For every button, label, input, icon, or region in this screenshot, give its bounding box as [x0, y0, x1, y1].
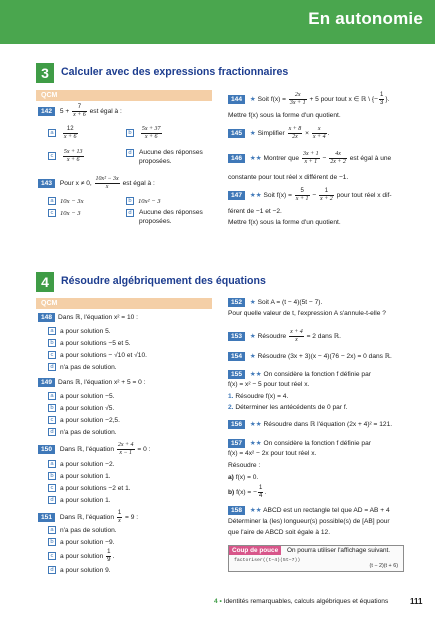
text: + 5 pour tout x ∈ ℝ \ {−	[309, 95, 378, 103]
denominator: x + 1	[295, 195, 309, 202]
numerator: 1	[107, 549, 111, 555]
denominator: x − 1	[119, 449, 133, 456]
exercise-154	[228, 352, 392, 362]
bullet: •	[219, 598, 222, 605]
fraction	[289, 92, 307, 106]
option-text: a pour solution −2.	[60, 460, 115, 468]
hint-box	[228, 545, 404, 572]
exercise-number: 157	[228, 439, 245, 448]
option-letter: d	[48, 428, 56, 436]
item-text: f(x) = 0.	[235, 474, 259, 481]
exercise-text: Pour quelle valeur de t, l'expression A s'annule-t-elle ?	[228, 310, 386, 317]
fraction	[258, 485, 263, 499]
exercise-number: 154	[228, 352, 245, 361]
exercise-143	[38, 176, 155, 190]
exercise-number: 148	[38, 313, 55, 322]
exercise-156	[228, 420, 392, 430]
exercise-number: 144	[228, 95, 245, 104]
exercise-text: On considère la fonction f définie par	[263, 371, 371, 378]
exercise-142	[38, 104, 122, 118]
option-letter: d	[48, 496, 56, 504]
option-letter: b	[48, 538, 56, 546]
exercise-text: ABCD est un rectangle tel que AD = AB + 4	[263, 507, 390, 514]
fraction	[117, 510, 122, 524]
section-number: 4	[36, 272, 54, 292]
option-text: n'a pas de solution.	[60, 526, 117, 534]
option-letter: b	[48, 339, 56, 347]
text: Dans ℝ, l'équation	[59, 445, 114, 453]
fraction	[289, 329, 304, 343]
option-letter: a	[48, 460, 56, 468]
exercise-text: Résoudre :	[228, 462, 261, 469]
difficulty-stars: ★★	[249, 191, 262, 199]
numerator: 1	[258, 485, 263, 491]
exercise-text: constante pour tout réel x différent de −1.	[228, 174, 349, 181]
operator: ×	[305, 129, 310, 137]
exercise-145	[228, 126, 329, 140]
exercise-150	[38, 442, 150, 456]
option-b[interactable]	[126, 126, 163, 140]
item-text: Déterminer les antécédents de 0 par f.	[235, 404, 348, 411]
option-text: 10x − 3	[60, 209, 81, 217]
option-c[interactable]	[48, 149, 85, 163]
numerator: 2x + 4	[117, 442, 134, 448]
fraction	[379, 92, 384, 106]
item-text: Résoudre f(x) = 4.	[235, 393, 289, 400]
option-text: n'a pas de solution.	[60, 428, 117, 436]
option-letter: d	[48, 566, 56, 574]
option-text: a pour solution 9.	[60, 566, 111, 574]
numerator: 5x + 13	[63, 149, 83, 155]
option-letter: a	[48, 526, 56, 534]
option-d[interactable]	[126, 149, 210, 166]
option-a[interactable]	[48, 526, 117, 535]
fraction	[295, 188, 310, 202]
exercise-number: 152	[228, 298, 245, 307]
fraction	[329, 151, 347, 165]
exercise-number: 153	[228, 332, 245, 341]
option-letter: b	[48, 472, 56, 480]
question-item	[228, 485, 266, 499]
exercise-number: 156	[228, 420, 245, 429]
difficulty-stars: ★★	[249, 154, 262, 162]
qcm-label: QCM	[41, 92, 58, 99]
exercise-148	[38, 313, 138, 323]
text: pour tout réel x dif-	[336, 191, 392, 199]
option-b[interactable]	[48, 472, 111, 481]
option-text: a pour solutions − √10 et √10.	[60, 351, 147, 359]
exercise-number: 151	[38, 513, 55, 522]
option-letter: c	[48, 484, 56, 492]
exercise-number: 145	[228, 129, 245, 138]
denominator: 2x	[292, 133, 298, 140]
option-b[interactable]	[48, 404, 114, 413]
question-text: Dans ℝ, l'équation x² = 10 :	[58, 314, 138, 321]
numerator: 4x	[329, 151, 347, 159]
difficulty-stars: ★★	[249, 440, 262, 447]
exercise-text: Mettre f(x) sous la forme d'un quotient.	[228, 219, 341, 226]
exercise-text: Résoudre dans ℝ l'équation (2x + 4)² = 121.	[263, 421, 393, 428]
qcm-bar	[36, 90, 212, 101]
difficulty-stars: ★★	[249, 421, 262, 428]
fraction	[106, 549, 111, 563]
denominator: 4	[258, 492, 263, 499]
operator: −	[322, 154, 327, 162]
option-letter: c	[48, 209, 56, 217]
option-letter: d	[126, 209, 134, 217]
exercise-number: 149	[38, 378, 55, 387]
text: Soit f(x) =	[257, 95, 287, 103]
exercise-text: férent de −1 et −2.	[228, 208, 282, 215]
exercise-149	[38, 378, 146, 388]
question-item	[228, 393, 288, 402]
exercise-text: Mettre f(x) sous la forme d'un quotient.	[228, 112, 341, 119]
exercise-number: 146	[228, 154, 245, 163]
exercise-155	[228, 370, 371, 380]
fraction	[312, 126, 327, 140]
page-number: 111	[410, 597, 423, 606]
option-b[interactable]	[48, 538, 114, 547]
exercise-number: 143	[38, 179, 55, 188]
option-text: n'a pas de solution.	[60, 363, 117, 371]
option-text: a pour solution 5.	[60, 327, 111, 335]
option-a[interactable]	[48, 197, 84, 206]
option-letter: c	[48, 416, 56, 424]
option-b[interactable]	[126, 197, 161, 206]
text: }.	[385, 95, 390, 103]
option-letter: d	[48, 363, 56, 371]
text: .	[264, 488, 267, 496]
text: .	[327, 129, 330, 137]
item-number: a)	[228, 474, 234, 481]
option-letter: a	[48, 392, 56, 400]
fraction	[72, 104, 87, 118]
text: est égal à une	[349, 154, 392, 162]
text: = 0 :	[137, 445, 151, 453]
option-text: a pour solution 1.	[60, 496, 111, 504]
numerator: 1	[319, 188, 334, 196]
option-text: a pour solution 1.	[60, 472, 111, 480]
option-a[interactable]	[48, 392, 114, 401]
text: Montrer que	[263, 154, 300, 162]
exercise-144	[228, 92, 389, 106]
option-letter: a	[48, 129, 56, 137]
exercise-158	[228, 506, 390, 516]
exercise-text: Déterminer la (les) longueur(s) possible(s) de [AB] pour	[228, 518, 390, 525]
denominator: x	[295, 336, 298, 343]
denominator: x + 1	[304, 158, 318, 165]
numerator: x + 8	[288, 126, 302, 132]
exercise-text: On considère la fonction f définie par	[263, 440, 371, 447]
text: est égal à :	[122, 179, 155, 187]
option-text: a pour solution √5.	[60, 404, 115, 412]
numerator: 7	[72, 104, 87, 112]
denominator: x + 6	[63, 133, 77, 140]
option-text: 10x − 3x	[60, 197, 84, 205]
option-text: 10x² − 3	[138, 197, 161, 205]
section-4-heading	[36, 272, 366, 292]
text: Soit f(x) =	[263, 191, 292, 199]
qcm-label: QCM	[41, 300, 58, 307]
option-letter: c	[48, 351, 56, 359]
option-letter: c	[48, 152, 56, 160]
exercise-number: 142	[38, 107, 55, 116]
option-a[interactable]	[48, 126, 79, 140]
numerator: x + 4	[290, 329, 303, 335]
difficulty-stars: ★	[249, 332, 256, 340]
item-number: 2.	[228, 404, 234, 411]
chapter-title: Identités remarquables, calculs algébriques et équations	[223, 598, 389, 605]
section-title: Calculer avec des expressions fractionnaires	[61, 66, 289, 78]
page-footer	[214, 598, 388, 607]
text: = 9 :	[125, 513, 139, 521]
difficulty-stars: ★★	[249, 371, 262, 378]
page-title: En autonomie	[308, 9, 423, 28]
exercise-text: f(x) = x² − 5 pour tout réel x.	[228, 381, 310, 388]
option-text: a pour solutions −2 et 1.	[60, 484, 131, 492]
option-c[interactable]	[48, 209, 81, 218]
hint-label: Coup de pouce	[229, 546, 281, 555]
section-3-heading	[36, 63, 366, 83]
exercise-text: que l'aire de ABCD soit égale à 12.	[228, 529, 331, 536]
denominator: x + 2	[320, 195, 333, 202]
option-text: Aucune des réponses proposées.	[139, 149, 203, 165]
exercise-number: 158	[228, 506, 245, 515]
option-a[interactable]	[48, 460, 114, 469]
item-number: b)	[228, 488, 235, 496]
numerator: 12	[63, 126, 78, 134]
option-d[interactable]	[48, 428, 117, 437]
exercise-153	[228, 329, 341, 343]
option-d[interactable]	[48, 496, 111, 505]
numerator: 2x	[289, 92, 307, 100]
numerator: 5x + 37	[141, 126, 161, 132]
exercise-157	[228, 439, 371, 449]
option-text: a pour solution −5.	[60, 392, 115, 400]
exercise-text: Résoudre (3x + 3)(x − 4)(76 − 2x) = 0 dans ℝ.	[257, 353, 392, 360]
option-a[interactable]	[48, 327, 111, 336]
option-c[interactable]	[48, 484, 131, 493]
option-text: a pour solutions −5 et 5.	[60, 339, 131, 347]
option-text: Aucune des réponses proposées.	[139, 209, 203, 225]
text: Dans ℝ, l'équation	[59, 513, 114, 521]
denominator: 3	[379, 99, 384, 106]
text: .	[112, 552, 115, 560]
cas-input: factoriser((t−4)(5t−7))	[234, 558, 301, 563]
option-letter: a	[48, 197, 56, 205]
option-letter: a	[48, 327, 56, 335]
difficulty-stars: ★	[249, 299, 256, 306]
option-d[interactable]	[48, 566, 111, 575]
cas-output: (t − 2)(t + 6)	[369, 563, 398, 569]
text: = 2 dans ℝ.	[306, 332, 341, 340]
denominator: x + 6	[73, 111, 86, 118]
difficulty-stars: ★★	[249, 507, 262, 514]
item-number: 1.	[228, 393, 234, 400]
option-letter: b	[126, 197, 134, 205]
question-text: Dans ℝ, l'équation x² + 5 = 0 :	[58, 379, 146, 386]
difficulty-stars: ★	[249, 95, 256, 103]
numerator: 10x² − 3x	[95, 176, 119, 182]
question-item	[228, 404, 348, 413]
option-c[interactable]	[48, 549, 114, 563]
option-text: a pour solution −2,5.	[60, 416, 120, 424]
denominator: 2x + 2	[330, 158, 346, 165]
exercise-146	[228, 151, 391, 165]
numerator: 1	[117, 510, 122, 516]
fraction	[95, 176, 120, 190]
fraction	[117, 442, 135, 456]
exercise-151	[38, 510, 138, 524]
fraction	[63, 149, 84, 163]
exercise-text: Soit A = (t − 4)(5t − 7).	[257, 299, 323, 306]
exercise-text: f(x) = 4x² − 2x pour tout réel x.	[228, 450, 317, 457]
numerator: 3x + 1	[302, 151, 319, 157]
option-c[interactable]	[48, 416, 120, 425]
exercise-number: 147	[228, 191, 245, 200]
section-number: 3	[36, 63, 54, 83]
text: 5 +	[59, 107, 70, 115]
denominator: 3x + 1	[289, 99, 306, 106]
fraction	[63, 126, 78, 140]
denominator: x + 6	[66, 156, 80, 163]
option-text: a pour solution −9.	[60, 538, 115, 546]
page-header	[0, 0, 435, 44]
question-item	[228, 474, 258, 483]
exercise-152	[228, 298, 322, 308]
fraction	[319, 188, 334, 202]
operator: −	[312, 191, 317, 199]
denominator: x + 4	[312, 133, 326, 140]
item-text: f(x) = −	[236, 488, 257, 496]
option-c[interactable]	[48, 351, 147, 360]
denominator: 9	[107, 556, 111, 563]
fraction	[302, 151, 320, 165]
text: est égal à :	[89, 107, 122, 115]
numerator: 1	[379, 92, 384, 98]
chapter-number: 4	[214, 598, 218, 605]
text: Pour x ≠ 0,	[59, 179, 92, 187]
option-b[interactable]	[48, 339, 131, 348]
option-text: a pour solution	[60, 552, 104, 560]
difficulty-stars: ★	[249, 129, 256, 137]
difficulty-stars: ★	[249, 353, 256, 360]
denominator: x	[105, 183, 109, 190]
numerator: x	[312, 126, 327, 134]
option-letter: b	[48, 404, 56, 412]
text: Simplifier	[257, 129, 285, 137]
exercise-number: 155	[228, 370, 245, 379]
option-d[interactable]	[126, 209, 210, 226]
qcm-bar	[36, 298, 212, 309]
option-letter: c	[48, 552, 56, 560]
numerator: 5	[295, 188, 310, 196]
text: Résoudre	[257, 332, 287, 340]
option-d[interactable]	[48, 363, 117, 372]
fraction	[288, 126, 303, 140]
denominator: x	[118, 517, 121, 524]
section-title: Résoudre algébriquement des équations	[61, 275, 266, 287]
fraction	[141, 126, 162, 140]
option-letter: b	[126, 129, 134, 137]
exercise-147	[228, 188, 392, 202]
denominator: x + 6	[144, 133, 158, 140]
option-letter: d	[126, 149, 134, 157]
exercise-number: 150	[38, 445, 55, 454]
hint-text: On pourra utiliser l'affichage suivant.	[287, 547, 391, 554]
